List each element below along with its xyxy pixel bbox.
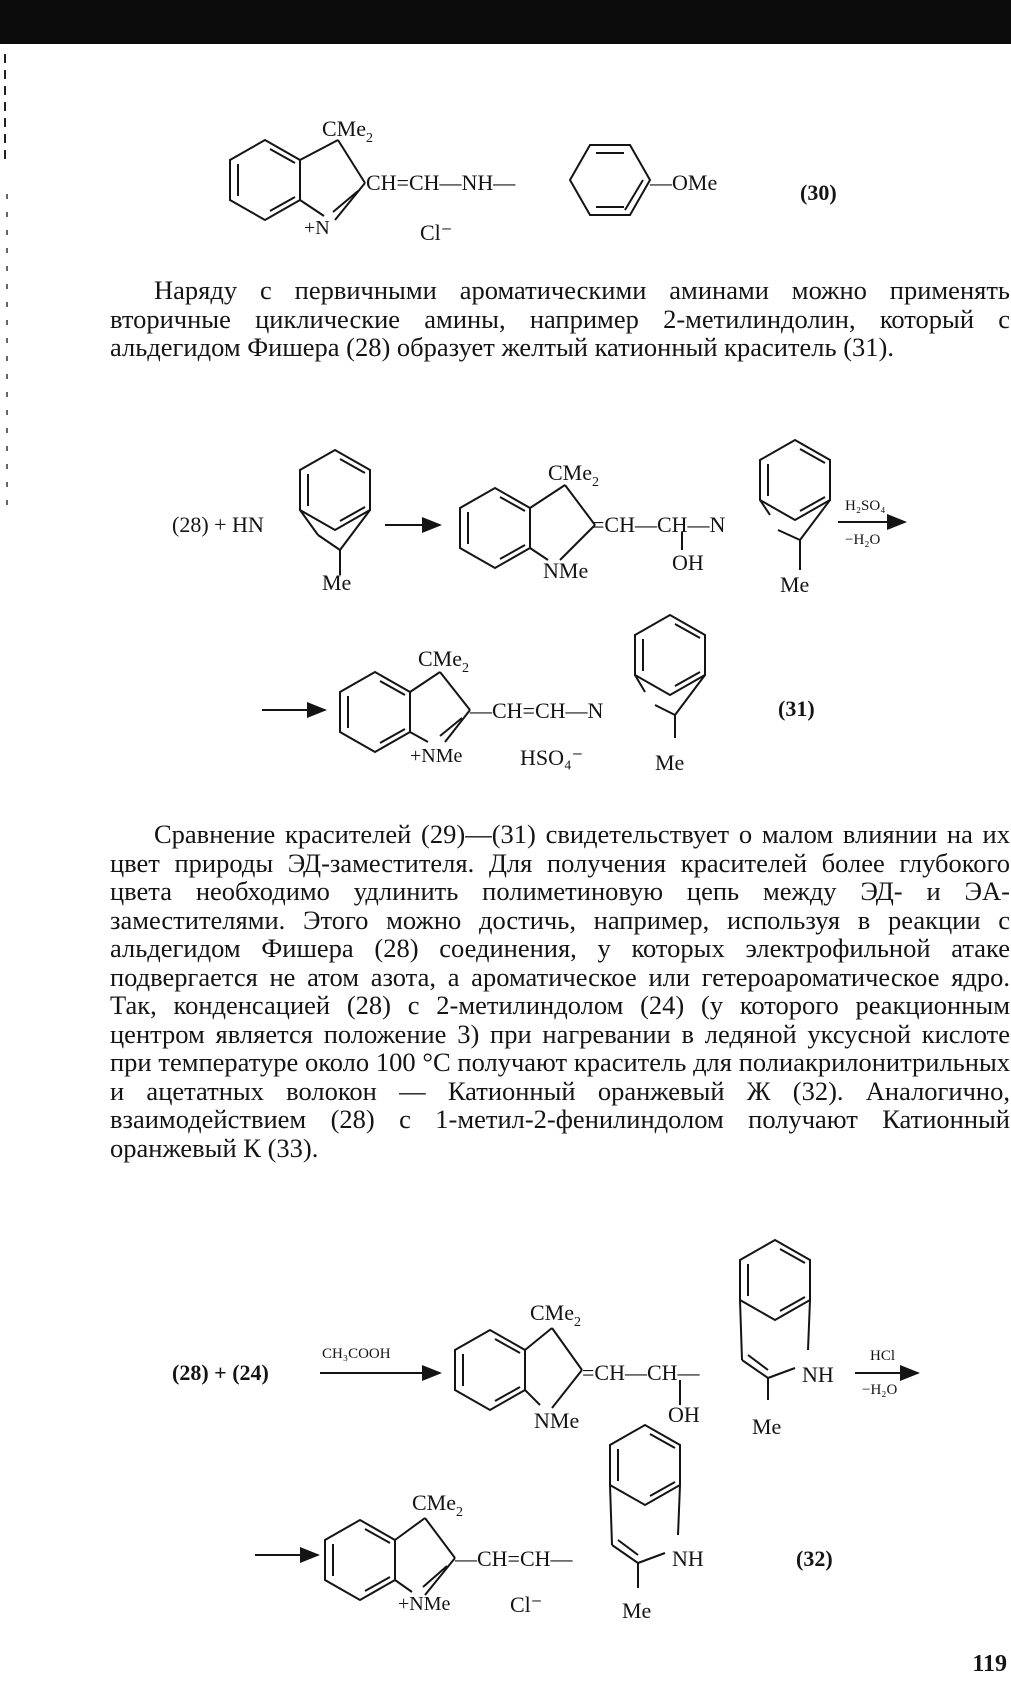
cme2-label: CMe$_2$ (322, 116, 373, 146)
reactants-label: (28) + (24) (172, 1360, 269, 1385)
compound-label-31: (31) (778, 696, 815, 721)
chain-intermediate-label: =CH—CH— (582, 1360, 700, 1385)
paragraph-2: Сравнение красителей (29)—(31) свидетельствует о малом влиянии на их цвет природы ЭД-заместителя. Для получения красителей более глубокого цвета необходимо удлинить полиметиновую цепь между ЭД- и ЭА-заместителями. Этого можно достичь, например, используя в реакции с альдегидом Фишера (28) соединения, у которых электрофильной атаке подвергается не атом азота, а ароматическое или гетероароматическое ядро. Так, конденсацией (28) с 2-метилиндолом (24) (у которого реакционным центром является положение 3) при нагревании в ледяной уксусной кислоте при температуре около 100 °C получают краситель для полиакрилонитрильных и ацетатных волокон — Катионный оранжевый Ж (32). Аналогично, взаимодействием (28) с 1-метил-2-фенилиндолом получают Катионный оранжевый К (33). (110, 819, 1010, 1163)
anion-label: Cl⁻ (420, 220, 453, 245)
oh-label: OH (668, 1402, 700, 1427)
cme2-label: CMe$_2$ (530, 1300, 581, 1330)
compound-label-30: (30) (800, 180, 837, 205)
anion-label: HSO₄⁻ (520, 745, 584, 770)
reagent-1: CH₃COOH (322, 1346, 391, 1362)
scan-top-border (0, 0, 1011, 44)
oh-label: OH (672, 550, 704, 575)
reactant-label: (28) + HN (172, 512, 264, 537)
nme-plus-label: +NMe (398, 1593, 451, 1615)
anion-label: Cl⁻ (510, 1592, 543, 1617)
nh-label-product: NH (672, 1546, 704, 1571)
chain-intermediate-label: =CH—CH—N (592, 512, 726, 537)
me-label: Me (322, 570, 352, 595)
reagent-top: H₂SO₄ (845, 498, 886, 514)
chain-product-label: —CH=CH—N (470, 698, 604, 723)
compound-label-32: (32) (796, 1546, 833, 1571)
chain-product-label: —CH=CH— (455, 1546, 573, 1571)
structure-30 (0, 100, 1011, 260)
me-label-product: Me (622, 1598, 652, 1623)
chain-label: CH=CH—NH— (366, 170, 516, 195)
reagent-top: HCl (870, 1348, 896, 1364)
scheme-31 (0, 420, 1011, 800)
paragraph-1: Наряду с первичными ароматическими аминами можно применять вторичные циклические амины, например 2-метилиндолин, который с альдегидом Фишера (28) образует желтый катионный краситель (31). (110, 275, 1010, 362)
me-label-3: Me (655, 750, 685, 775)
reagent-bottom: −H₂O (845, 532, 881, 548)
reagent-bottom: −H₂O (862, 1382, 898, 1398)
ome-label: —OMe (650, 170, 718, 195)
cme2-label: CMe$_2$ (548, 460, 599, 490)
nme-label: NMe (534, 1408, 580, 1433)
n-plus-label: +N (304, 217, 330, 239)
nh-label: NH (802, 1362, 834, 1387)
me-label-2: Me (780, 572, 810, 597)
nme-plus-label: +NMe (410, 745, 463, 767)
nme-label: NMe (543, 558, 589, 583)
cme2-label-product: CMe$_2$ (418, 646, 469, 676)
cme2-label-product: CMe$_2$ (412, 1490, 463, 1520)
page-number: 119 (972, 1651, 1007, 1677)
scheme-32 (0, 1210, 1011, 1640)
me-label: Me (752, 1414, 782, 1439)
